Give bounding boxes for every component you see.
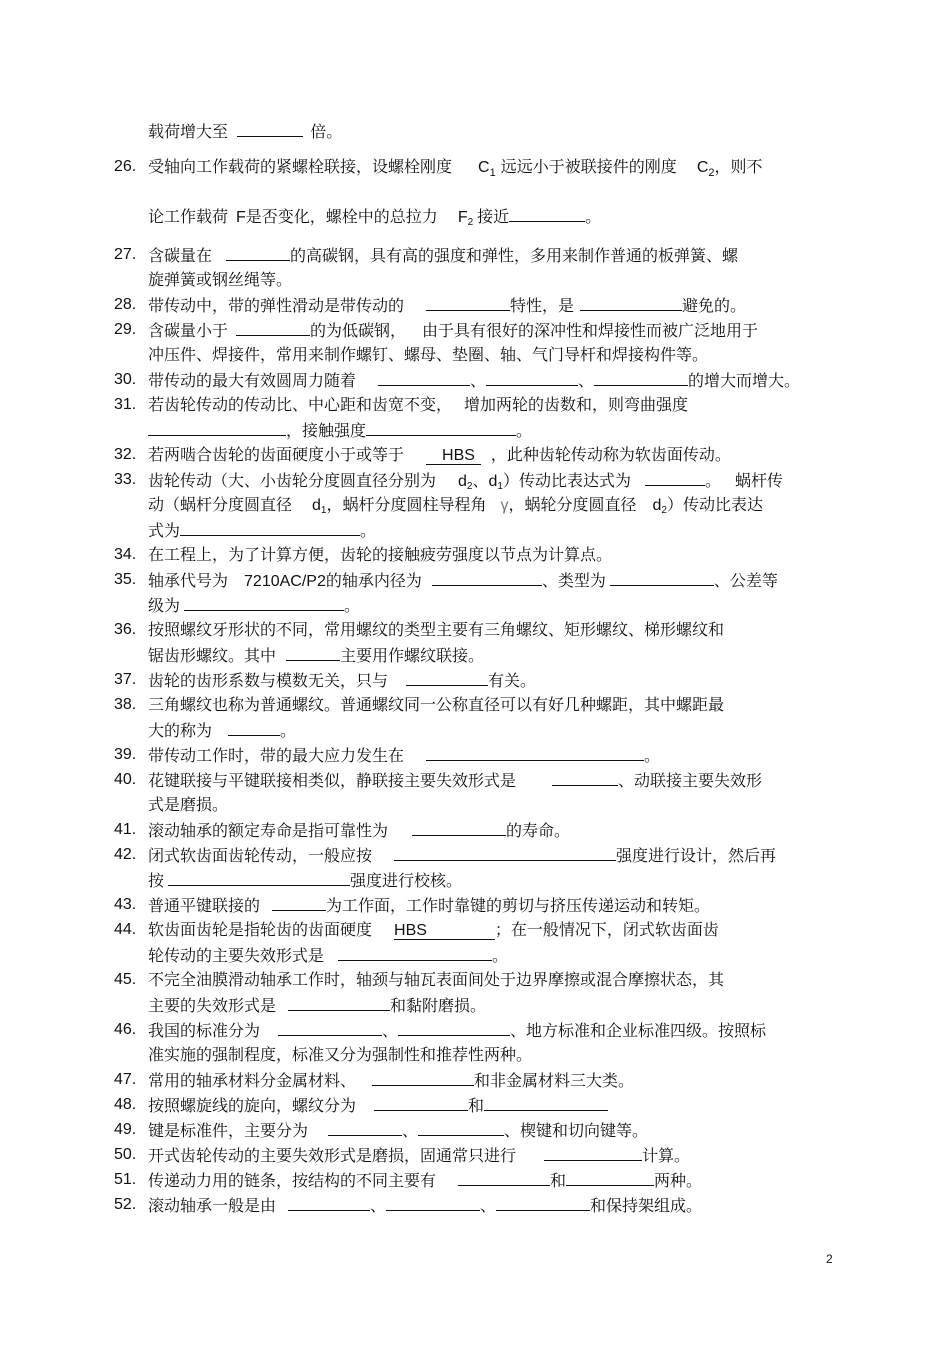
question-number: 28. xyxy=(114,296,137,313)
question-number: 36. xyxy=(114,621,137,638)
question-34 xyxy=(148,545,612,565)
symbol: γ xyxy=(500,497,509,514)
question-number: 40. xyxy=(114,771,137,788)
answer-blank[interactable] xyxy=(484,1095,608,1111)
text: 蜗杆传 xyxy=(734,471,783,490)
question-42 xyxy=(148,845,776,866)
text: ）传动比表达式为 xyxy=(502,471,631,490)
answer-blank[interactable] xyxy=(566,1170,654,1186)
text: 论工作载荷 xyxy=(148,207,229,226)
answer-blank[interactable] xyxy=(288,995,390,1011)
text: 准实施的强制程度，标准又分为强制性和推荐性两种。 xyxy=(148,1045,533,1064)
text: 的高碳钢，具有高的强度和弹性，多用来制作普通的板弹簧、螺 xyxy=(290,246,739,265)
text: 传递动力用的链条，按结构的不同主要有 xyxy=(148,1171,437,1190)
text: 、 xyxy=(370,1196,387,1215)
question-number: 30. xyxy=(114,371,137,388)
answer-blank[interactable] xyxy=(552,770,618,786)
question-35-line2 xyxy=(148,595,360,616)
text: 的增大而增大。 xyxy=(688,371,801,390)
text: 。 xyxy=(644,746,661,765)
text: 含碳量在 xyxy=(148,246,213,265)
text: 式是磨损。 xyxy=(148,795,229,814)
text: 增加两轮的齿数和，则弯曲强度 xyxy=(464,395,689,414)
symbol: d xyxy=(458,473,467,490)
text: 、 xyxy=(382,1021,399,1040)
question-33-line2 xyxy=(148,495,763,521)
text: 是否变化，螺栓中的总拉力 xyxy=(245,207,438,226)
question-38 xyxy=(148,695,724,715)
text: ，蜗轮分度圆直径 xyxy=(508,495,637,514)
question-37 xyxy=(148,670,536,691)
answer-blank[interactable] xyxy=(184,595,344,611)
text: 开式齿轮传动的主要失效形式是磨损，固通常只进行 xyxy=(148,1146,517,1165)
text: 闭式软齿面齿轮传动，一般应按 xyxy=(148,846,373,865)
question-number: 35. xyxy=(114,571,137,588)
text: 的为低碳钢， xyxy=(310,321,407,340)
text: 和保持架组成。 xyxy=(590,1196,703,1215)
symbol-subscript: 1 xyxy=(320,505,327,516)
text: 旋弹簧或钢丝绳等。 xyxy=(148,270,293,289)
text: 带传动的最大有效圆周力随着 xyxy=(148,371,357,390)
question-29-line2 xyxy=(148,345,708,365)
text: 按照螺纹牙形状的不同，常用螺纹的类型主要有三角螺纹、矩形螺纹、梯形螺纹和 xyxy=(148,620,725,639)
text: 普通平键联接的 xyxy=(148,896,261,915)
answer-blank[interactable] xyxy=(432,570,542,586)
answer-blank[interactable] xyxy=(180,520,360,536)
text: 、 xyxy=(578,371,595,390)
text: 按照螺旋线的旋向，螺纹分为 xyxy=(148,1096,357,1115)
text: 大的称为 xyxy=(148,721,213,740)
text: 有关。 xyxy=(488,671,537,690)
question-45 xyxy=(148,970,724,990)
answer-blank[interactable] xyxy=(168,870,350,886)
question-32 xyxy=(148,445,731,465)
symbol-subscript: 2 xyxy=(466,481,473,492)
question-46-line2 xyxy=(148,1045,532,1065)
hbs-value[interactable]: HBS xyxy=(394,923,495,940)
question-42-line2 xyxy=(148,870,462,891)
question-31-line2 xyxy=(148,420,532,441)
answer-blank[interactable] xyxy=(412,820,506,836)
text: 、地方标准和企业标准四级。按照标 xyxy=(510,1021,767,1040)
answer-blank[interactable] xyxy=(148,420,286,436)
answer-blank[interactable] xyxy=(226,245,290,261)
page-number: 2 xyxy=(826,1252,833,1266)
text: 轴承代号为 xyxy=(148,571,229,590)
question-45-line2 xyxy=(148,995,486,1016)
text: 、动联接主要失效形 xyxy=(618,771,763,790)
question-40 xyxy=(148,770,762,791)
question-40-line2 xyxy=(148,795,228,815)
question-41 xyxy=(148,820,570,841)
answer-blank[interactable] xyxy=(366,420,516,436)
text: 按 xyxy=(148,871,165,890)
question-number: 31. xyxy=(114,396,137,413)
answer-blank[interactable] xyxy=(394,845,616,861)
answer-blank[interactable] xyxy=(237,121,303,137)
text: ，此种齿轮传动称为软齿面传动。 xyxy=(490,445,731,464)
question-44 xyxy=(148,920,719,940)
text: 锯齿形螺纹。其中 xyxy=(148,646,277,665)
question-number: 41. xyxy=(114,821,137,838)
answer-blank[interactable] xyxy=(288,1195,370,1211)
symbol: F xyxy=(236,209,246,226)
text: 若两啮合齿轮的齿面硬度小于或等于 xyxy=(148,445,405,464)
question-number: 42. xyxy=(114,846,137,863)
question-number: 32. xyxy=(114,446,137,463)
text: 主要用作螺纹联接。 xyxy=(340,646,485,665)
text: 避免的。 xyxy=(682,296,747,315)
question-number: 26. xyxy=(114,158,137,175)
answer-blank[interactable] xyxy=(278,1020,382,1036)
question-number: 51. xyxy=(114,1171,137,1188)
text: 、公差等 xyxy=(713,571,778,590)
answer-blank[interactable] xyxy=(509,206,585,222)
question-33-line3 xyxy=(148,520,376,541)
text: 含碳量小于 xyxy=(148,321,229,340)
answer-blank[interactable] xyxy=(406,670,488,686)
text: 动（蜗杆分度圆直径 xyxy=(148,495,293,514)
answer-blank[interactable] xyxy=(398,1020,510,1036)
question-number: 48. xyxy=(114,1096,137,1113)
text: 远远小于被联接件的刚度 xyxy=(500,157,677,176)
question-38-line2 xyxy=(148,720,296,741)
symbol-subscript: 2 xyxy=(467,217,474,228)
answer-blank[interactable] xyxy=(386,1195,480,1211)
text: ，则不 xyxy=(714,157,763,176)
question-46 xyxy=(148,1020,766,1041)
text: ，蜗杆分度圆柱导程角 xyxy=(326,495,487,514)
question-35 xyxy=(148,570,778,592)
text: 。 xyxy=(704,471,721,490)
question-number: 52. xyxy=(114,1196,137,1213)
question-26 xyxy=(148,157,763,183)
text: ；在一般情况下，闭式软齿面齿 xyxy=(494,920,719,939)
answer-blank[interactable] xyxy=(286,645,340,661)
answer-blank[interactable] xyxy=(418,1120,504,1136)
answer-blank[interactable] xyxy=(544,1145,642,1161)
question-25-continuation xyxy=(148,121,342,142)
question-49 xyxy=(148,1120,648,1141)
text: 和 xyxy=(468,1096,485,1115)
text: 和 xyxy=(550,1171,567,1190)
question-number: 38. xyxy=(114,696,137,713)
text: 若齿轮传动的传动比、中心距和齿宽不变， xyxy=(148,395,453,414)
text: 两种。 xyxy=(654,1171,703,1190)
hbs-value: HBS xyxy=(426,448,481,465)
text: 、 xyxy=(480,1196,497,1215)
answer-blank[interactable] xyxy=(338,945,492,961)
answer-blank[interactable] xyxy=(374,1095,468,1111)
text: 特性，是 xyxy=(510,296,575,315)
answer-blank[interactable] xyxy=(645,470,705,486)
text: 、类型为 xyxy=(541,571,606,590)
text: 强度进行校核。 xyxy=(350,871,463,890)
question-36 xyxy=(148,620,724,640)
question-31 xyxy=(148,395,688,415)
text: 计算。 xyxy=(642,1146,691,1165)
text: 带传动中，带的弹性滑动是带传动的 xyxy=(148,296,405,315)
answer-blank[interactable] xyxy=(580,295,682,311)
symbol: d xyxy=(652,497,662,514)
symbol: d xyxy=(312,497,321,514)
symbol-subscript: 1 xyxy=(497,481,503,492)
question-number: 33. xyxy=(114,471,137,488)
question-39 xyxy=(148,745,660,766)
text: 。 xyxy=(344,596,361,615)
answer-blank[interactable] xyxy=(328,1120,402,1136)
question-27-line2 xyxy=(148,270,292,290)
symbol: C xyxy=(696,159,709,176)
question-26-line2 xyxy=(148,206,601,233)
text: 接近 xyxy=(477,207,510,226)
text: 齿轮传动（大、小齿轮分度圆直径分别为 xyxy=(148,471,437,490)
question-50 xyxy=(148,1145,690,1166)
text: 级为 xyxy=(148,596,181,615)
question-44-line2 xyxy=(148,945,508,966)
text: 、 xyxy=(402,1121,419,1140)
question-number: 50. xyxy=(114,1146,137,1163)
answer-blank[interactable] xyxy=(458,1170,550,1186)
text: 由于具有很好的深冲性和焊接性而被广泛地用于 xyxy=(422,321,759,340)
question-28 xyxy=(148,295,746,316)
text: ）传动比表达 xyxy=(666,495,763,514)
question-number: 49. xyxy=(114,1121,137,1138)
text: 软齿面齿轮是指轮齿的齿面硬度 xyxy=(148,920,373,939)
text: 为工作面，工作时靠键的剪切与挤压传递运动和转矩。 xyxy=(326,896,711,915)
answer-blank[interactable] xyxy=(610,570,714,586)
text: 不完全油膜滑动轴承工作时，轴颈与轴瓦表面间处于边界摩擦或混合摩擦状态，其 xyxy=(148,970,725,989)
answer-blank[interactable] xyxy=(236,320,310,336)
text: 滚动轴承一般是由 xyxy=(148,1196,277,1215)
text: 强度进行设计，然后再 xyxy=(616,846,777,865)
text: 三角螺纹也称为普通螺纹。普通螺纹同一公称直径可以有好几种螺距，其中螺距最 xyxy=(148,695,725,714)
question-number: 47. xyxy=(114,1071,137,1088)
text: 我国的标准分为 xyxy=(148,1021,261,1040)
text: ，接触强度 xyxy=(286,421,367,440)
text: 轮传动的主要失效形式是 xyxy=(148,946,325,965)
question-number: 37. xyxy=(114,671,137,688)
text: 常用的轴承材料分金属材料、 xyxy=(148,1071,357,1090)
question-36-line2 xyxy=(148,645,484,666)
question-number: 46. xyxy=(114,1021,137,1038)
answer-blank[interactable] xyxy=(426,745,644,761)
text: 。 xyxy=(492,946,509,965)
text: 。 xyxy=(280,721,297,740)
question-48 xyxy=(148,1095,608,1116)
text: 式为 xyxy=(148,521,181,540)
text: 、 xyxy=(470,371,487,390)
text: 带传动工作时，带的最大应力发生在 xyxy=(148,746,405,765)
answer-blank[interactable] xyxy=(426,295,510,311)
symbol: 、d xyxy=(472,473,498,490)
answer-blank[interactable] xyxy=(378,370,470,386)
text: 键是标准件，主要分为 xyxy=(148,1121,309,1140)
question-number: 39. xyxy=(114,746,137,763)
question-33 xyxy=(148,470,783,497)
question-number: 43. xyxy=(114,896,137,913)
question-51 xyxy=(148,1170,702,1191)
text: 主要的失效形式是 xyxy=(148,996,277,1015)
text: 花键联接与平键联接相类似，静联接主要失效形式是 xyxy=(148,771,517,790)
answer-blank[interactable] xyxy=(594,370,688,386)
answer-blank[interactable] xyxy=(486,370,578,386)
question-43 xyxy=(148,895,710,916)
text: 和非金属材料三大类。 xyxy=(474,1071,635,1090)
question-30 xyxy=(148,370,800,391)
text: 滚动轴承的额定寿命是指可靠性为 xyxy=(148,821,389,840)
text: 和黏附磨损。 xyxy=(390,996,487,1015)
text: 倍。 xyxy=(310,122,343,141)
question-47 xyxy=(148,1070,634,1091)
question-number: 34. xyxy=(114,546,137,563)
question-29 xyxy=(148,320,758,341)
question-number: 27. xyxy=(114,246,137,263)
text: 。 xyxy=(360,521,377,540)
symbol: F xyxy=(457,209,468,226)
symbol-subscript: 2 xyxy=(708,167,715,179)
text: 、楔键和切向键等。 xyxy=(504,1121,649,1140)
text: 的轴承内径为 xyxy=(325,571,422,590)
text: 冲压件、焊接件，常用来制作螺钉、螺母、垫圈、轴、气门导杆和焊接构件等。 xyxy=(148,345,709,364)
question-number: 29. xyxy=(114,321,137,338)
text: 齿轮的齿形系数与模数无关，只与 xyxy=(148,671,389,690)
text: 。 xyxy=(585,207,602,226)
symbol-subscript: 2 xyxy=(661,505,667,516)
text: 。 xyxy=(516,421,533,440)
bearing-code: 7210AC/P2 xyxy=(244,573,326,590)
text: 载荷增大至 xyxy=(148,122,229,141)
text: 受轴向工作载荷的紧螺栓联接，设螺栓刚度 xyxy=(148,157,453,176)
answer-blank[interactable] xyxy=(272,895,326,911)
symbol: C xyxy=(478,159,490,176)
question-52 xyxy=(148,1195,702,1216)
text: 的寿命。 xyxy=(506,821,571,840)
answer-blank[interactable] xyxy=(496,1195,590,1211)
question-number: 45. xyxy=(114,971,137,988)
question-27 xyxy=(148,245,738,266)
question-number: 44. xyxy=(114,921,137,938)
text: 在工程上，为了计算方便，齿轮的接触疲劳强度以节点为计算点。 xyxy=(148,545,613,564)
answer-blank[interactable] xyxy=(372,1070,474,1086)
answer-blank[interactable] xyxy=(228,720,280,736)
symbol-subscript: 1 xyxy=(489,167,496,179)
